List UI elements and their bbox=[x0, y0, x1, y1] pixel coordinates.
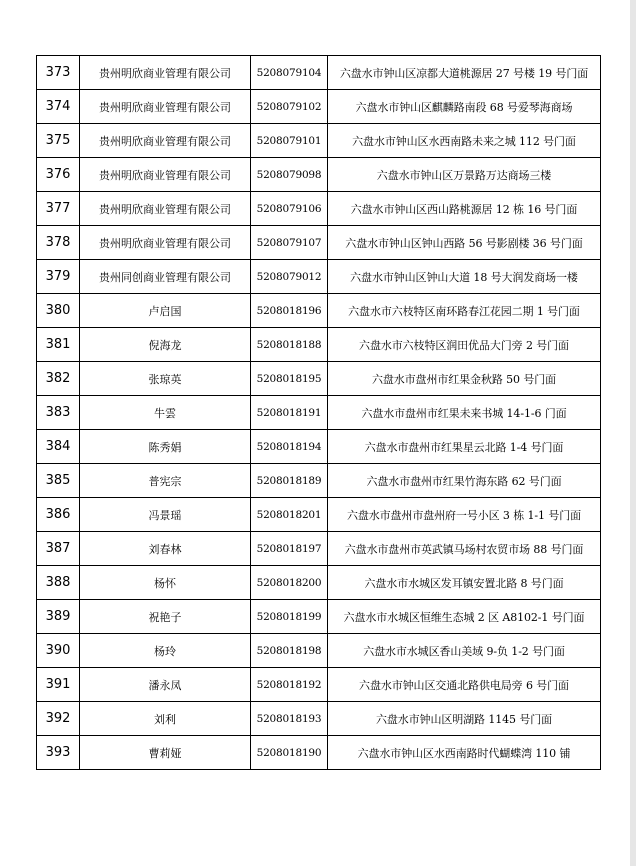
address-cell: 六盘水市钟山区钟山西路 56 号影剧楼 36 号门面 bbox=[328, 226, 601, 260]
table-row bbox=[37, 90, 601, 124]
license-code-cell: 5208018199 bbox=[251, 600, 328, 634]
table-row bbox=[37, 430, 601, 464]
table-body bbox=[37, 56, 601, 770]
table-row bbox=[37, 464, 601, 498]
table-row bbox=[37, 362, 601, 396]
name-cell: 祝艳子 bbox=[80, 600, 251, 634]
row-number-cell: 389 bbox=[37, 600, 80, 634]
license-code-cell: 5208079104 bbox=[251, 56, 328, 90]
name-cell: 张琼英 bbox=[80, 362, 251, 396]
row-number-cell: 378 bbox=[37, 226, 80, 260]
license-code-cell: 5208018195 bbox=[251, 362, 328, 396]
license-code-cell: 5208079107 bbox=[251, 226, 328, 260]
name-cell: 曹莉娅 bbox=[80, 736, 251, 770]
table-row bbox=[37, 260, 601, 294]
license-code-cell: 5208018201 bbox=[251, 498, 328, 532]
row-number-cell: 379 bbox=[37, 260, 80, 294]
address-cell: 六盘水市钟山区凉都大道桃源居 27 号楼 19 号门面 bbox=[328, 56, 601, 90]
table-row bbox=[37, 600, 601, 634]
address-cell: 六盘水市六枝特区润田优品大门旁 2 号门面 bbox=[328, 328, 601, 362]
table-row bbox=[37, 396, 601, 430]
row-number-cell: 387 bbox=[37, 532, 80, 566]
row-number-cell: 383 bbox=[37, 396, 80, 430]
address-cell: 六盘水市钟山区水西南路时代蝴蝶湾 110 铺 bbox=[328, 736, 601, 770]
license-code-cell: 5208018190 bbox=[251, 736, 328, 770]
name-cell: 贵州明欣商业管理有限公司 bbox=[80, 192, 251, 226]
row-number-cell: 390 bbox=[37, 634, 80, 668]
table-row bbox=[37, 56, 601, 90]
row-number-cell: 393 bbox=[37, 736, 80, 770]
license-code-cell: 5208079102 bbox=[251, 90, 328, 124]
row-number-cell: 374 bbox=[37, 90, 80, 124]
license-code-cell: 5208079098 bbox=[251, 158, 328, 192]
table-row bbox=[37, 294, 601, 328]
address-cell: 六盘水市六枝特区南环路春江花园二期 1 号门面 bbox=[328, 294, 601, 328]
row-number-cell: 382 bbox=[37, 362, 80, 396]
address-cell: 六盘水市盘州市红果未来书城 14-1-6 门面 bbox=[328, 396, 601, 430]
row-number-cell: 386 bbox=[37, 498, 80, 532]
address-cell: 六盘水市盘州市红果竹海东路 62 号门面 bbox=[328, 464, 601, 498]
name-cell: 潘永凤 bbox=[80, 668, 251, 702]
table-row bbox=[37, 226, 601, 260]
name-cell: 贵州明欣商业管理有限公司 bbox=[80, 56, 251, 90]
row-number-cell: 391 bbox=[37, 668, 80, 702]
name-cell: 牛雲 bbox=[80, 396, 251, 430]
address-cell: 六盘水市钟山区钟山大道 18 号大润发商场一楼 bbox=[328, 260, 601, 294]
table-row bbox=[37, 634, 601, 668]
license-code-cell: 5208018188 bbox=[251, 328, 328, 362]
name-cell: 普宪宗 bbox=[80, 464, 251, 498]
name-cell: 贵州同创商业管理有限公司 bbox=[80, 260, 251, 294]
name-cell: 杨怀 bbox=[80, 566, 251, 600]
address-cell: 六盘水市水城区恒维生态城 2 区 A8102-1 号门面 bbox=[328, 600, 601, 634]
name-cell: 冯景瑶 bbox=[80, 498, 251, 532]
address-cell: 六盘水市盘州市英武镇马场村农贸市场 88 号门面 bbox=[328, 532, 601, 566]
row-number-cell: 392 bbox=[37, 702, 80, 736]
name-cell: 陈秀娟 bbox=[80, 430, 251, 464]
row-number-cell: 376 bbox=[37, 158, 80, 192]
license-code-cell: 5208018194 bbox=[251, 430, 328, 464]
address-cell: 六盘水市盘州市盘州府一号小区 3 栋 1-1 号门面 bbox=[328, 498, 601, 532]
address-cell: 六盘水市盘州市红果星云北路 1-4 号门面 bbox=[328, 430, 601, 464]
retailer-table bbox=[36, 55, 601, 770]
table-row bbox=[37, 124, 601, 158]
row-number-cell: 380 bbox=[37, 294, 80, 328]
name-cell: 贵州明欣商业管理有限公司 bbox=[80, 226, 251, 260]
name-cell: 贵州明欣商业管理有限公司 bbox=[80, 124, 251, 158]
address-cell: 六盘水市水城区香山美域 9-负 1-2 号门面 bbox=[328, 634, 601, 668]
license-code-cell: 5208018198 bbox=[251, 634, 328, 668]
row-number-cell: 384 bbox=[37, 430, 80, 464]
address-cell: 六盘水市盘州市红果金秋路 50 号门面 bbox=[328, 362, 601, 396]
license-code-cell: 5208018200 bbox=[251, 566, 328, 600]
license-code-cell: 5208018189 bbox=[251, 464, 328, 498]
row-number-cell: 381 bbox=[37, 328, 80, 362]
address-cell: 六盘水市钟山区麒麟路南段 68 号爱琴海商场 bbox=[328, 90, 601, 124]
row-number-cell: 373 bbox=[37, 56, 80, 90]
license-code-cell: 5208079012 bbox=[251, 260, 328, 294]
row-number-cell: 385 bbox=[37, 464, 80, 498]
name-cell: 卢启国 bbox=[80, 294, 251, 328]
table-row bbox=[37, 498, 601, 532]
address-cell: 六盘水市钟山区水西南路未来之城 112 号门面 bbox=[328, 124, 601, 158]
table-row bbox=[37, 158, 601, 192]
license-code-cell: 5208018193 bbox=[251, 702, 328, 736]
table-row bbox=[37, 736, 601, 770]
license-code-cell: 5208079106 bbox=[251, 192, 328, 226]
license-code-cell: 5208079101 bbox=[251, 124, 328, 158]
address-cell: 六盘水市钟山区西山路桃源居 12 栋 16 号门面 bbox=[328, 192, 601, 226]
address-cell: 六盘水市钟山区交通北路供电局旁 6 号门面 bbox=[328, 668, 601, 702]
table-row bbox=[37, 328, 601, 362]
license-code-cell: 5208018192 bbox=[251, 668, 328, 702]
table-row bbox=[37, 192, 601, 226]
address-cell: 六盘水市钟山区万景路万达商场三楼 bbox=[328, 158, 601, 192]
table-row bbox=[37, 532, 601, 566]
table-row bbox=[37, 566, 601, 600]
name-cell: 贵州明欣商业管理有限公司 bbox=[80, 90, 251, 124]
license-code-cell: 5208018191 bbox=[251, 396, 328, 430]
table-row bbox=[37, 702, 601, 736]
row-number-cell: 375 bbox=[37, 124, 80, 158]
row-number-cell: 388 bbox=[37, 566, 80, 600]
page-edge bbox=[630, 0, 636, 866]
row-number-cell: 377 bbox=[37, 192, 80, 226]
name-cell: 刘春林 bbox=[80, 532, 251, 566]
address-cell: 六盘水市钟山区明湖路 1145 号门面 bbox=[328, 702, 601, 736]
name-cell: 倪海龙 bbox=[80, 328, 251, 362]
name-cell: 刘利 bbox=[80, 702, 251, 736]
license-code-cell: 5208018197 bbox=[251, 532, 328, 566]
license-code-cell: 5208018196 bbox=[251, 294, 328, 328]
address-cell: 六盘水市水城区发耳镇安置北路 8 号门面 bbox=[328, 566, 601, 600]
name-cell: 贵州明欣商业管理有限公司 bbox=[80, 158, 251, 192]
name-cell: 杨玲 bbox=[80, 634, 251, 668]
table-row bbox=[37, 668, 601, 702]
